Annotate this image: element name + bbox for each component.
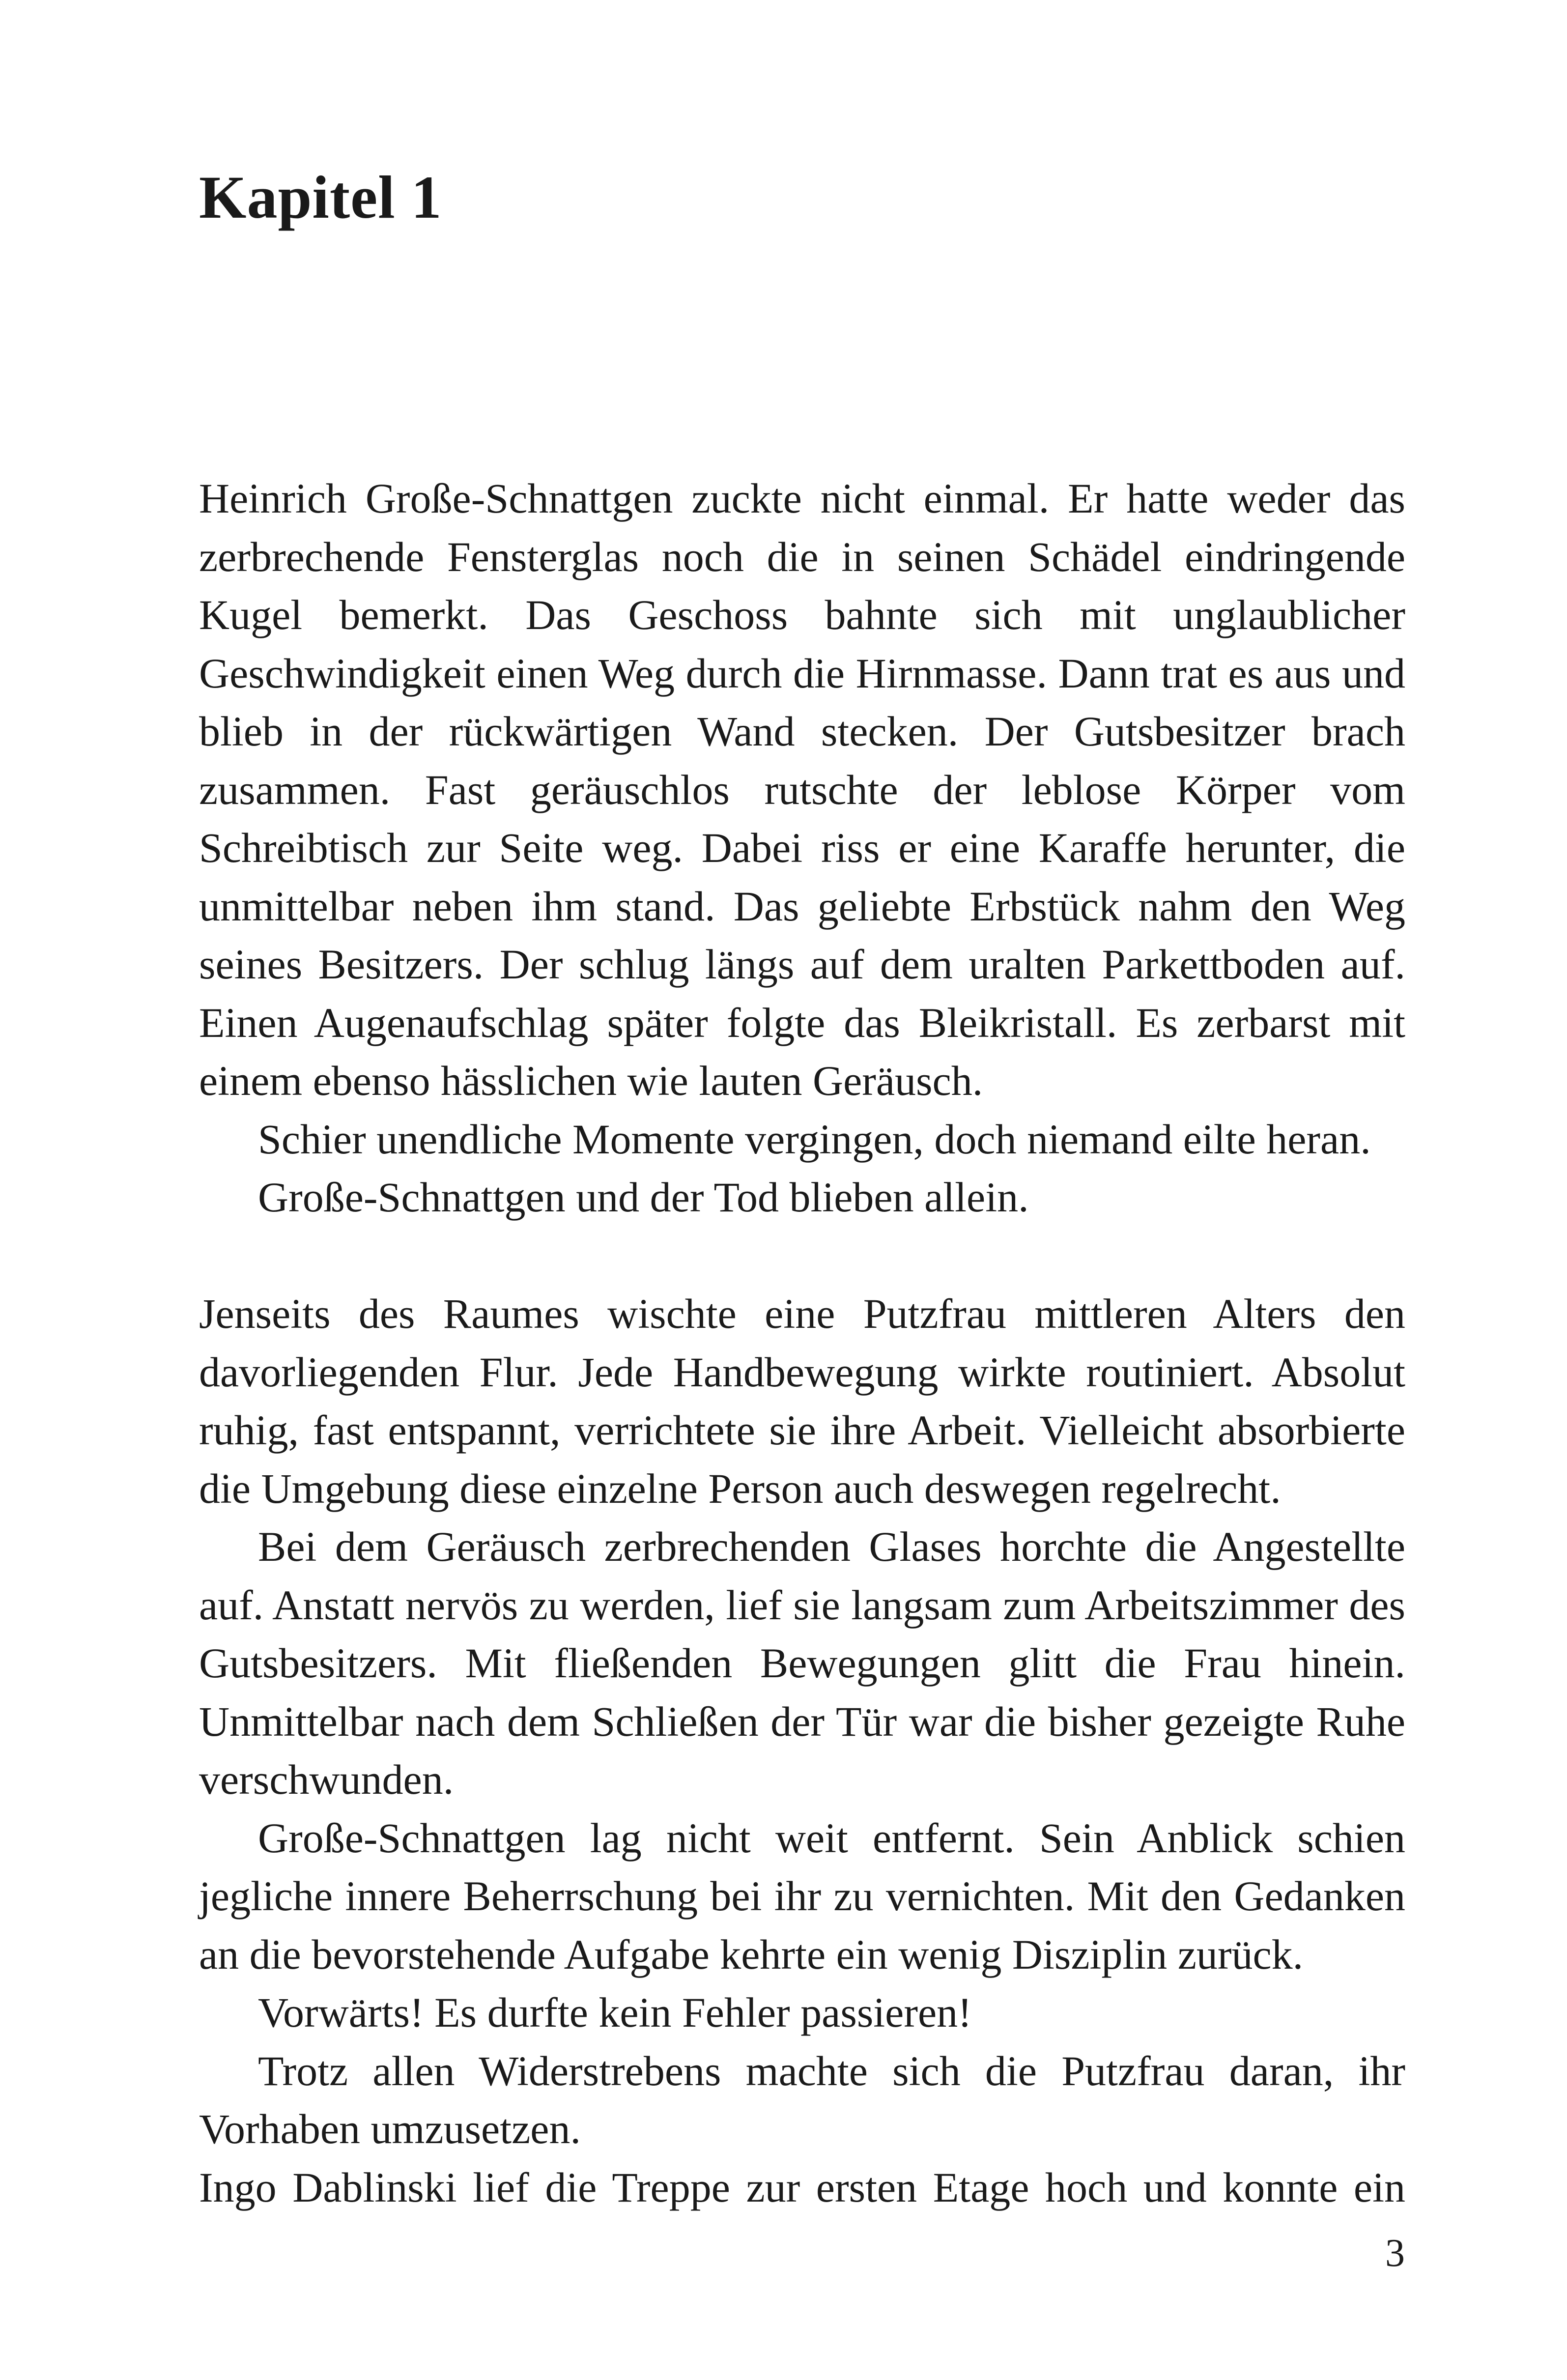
paragraph: Große-Schnattgen lag nicht weit entfernt. Sein Anblick schien jegliche innere Beherrschung bei ihr zu vernichten. Mit den Gedanken an die bevorstehende Aufgabe kehrte ein wenig Disziplin zurück. (199, 1814, 1405, 1978)
paragraph: Heinrich Große-Schnattgen zuckte nicht einmal. Er hatte weder das zerbrechende Fensterglas noch die in seinen Schädel eindringende Kugel bemerkt. Das Geschoss bahnte sich mit unglaublicher Geschwindigkeit einen Weg durch die Hirnmasse. Dann trat es aus und blieb in der rückwärtigen Wand stecken. Der Gutsbesitzer brach zusammen. Fast geräuschlos rutschte der leblose Körper vom Schreibtisch zur Seite weg. Dabei riss er eine Karaffe herunter, die unmittelbar neben ihm stand. Das geliebte Erbstück nahm den Weg seines Besitzers. Der schlug längs auf dem uralten Parkettboden auf. Einen Augenaufschlag später folgte das Bleikristall. Es zerbarst mit einem ebenso hässlichen wie lauten Geräusch. (199, 475, 1405, 1104)
chapter-body (199, 469, 1405, 2216)
paragraph: Trotz allen Widerstrebens machte sich die Putzfrau daran, ihr Vorhaben umzusetzen. (199, 2047, 1405, 2152)
paragraph: Vorwärts! Es durfte kein Fehler passieren! (258, 1989, 972, 2036)
paragraph: Große-Schnattgen und der Tod blieben allein. (258, 1174, 1029, 1221)
paragraph: Ingo Dablinski lief die Treppe zur ersten Etage hoch und konnte ein (199, 2163, 1405, 2211)
page-number: 3 (1385, 2232, 1405, 2275)
paragraph: Schier unendliche Momente vergingen, doch niemand eilte heran. (258, 1115, 1371, 1163)
paragraph: Bei dem Geräusch zerbrechenden Glases horchte die Angestellte auf. Anstatt nervös zu werden, lief sie langsam zum Arbeitszimmer des Gutsbesitzers. Mit fließenden Bewegungen glitt die Frau hinein. Unmittelbar nach dem Schließen der Tür war die bisher gezeigte Ruhe verschwunden. (199, 1523, 1405, 1803)
paragraph: Jenseits des Raumes wischte eine Putzfrau mittleren Alters den davorliegenden Flur. Jede Handbewegung wirkte routiniert. Absolut ruhig, fast entspannt, verrichtete sie ihre Arbeit. Vielleicht absorbierte die Umgebung diese einzelne Person auch deswegen regelrecht. (199, 1290, 1405, 1512)
chapter-title: Kapitel 1 (199, 164, 442, 231)
